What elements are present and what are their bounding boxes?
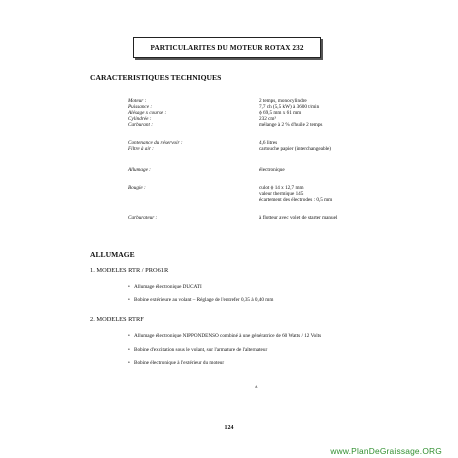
spec-value: écartement des électrodes : 0,5 mm bbox=[259, 197, 333, 203]
spec-value: cartouche papier (interchangeable) bbox=[259, 146, 332, 152]
allumage-heading: ALLUMAGE bbox=[90, 250, 135, 259]
bullet-icon: • bbox=[128, 347, 130, 353]
bullet-item bbox=[128, 284, 202, 290]
watermark: www.PlanDeGraissage.ORG bbox=[330, 446, 442, 456]
page-number: 124 bbox=[224, 425, 234, 431]
bullet-item bbox=[128, 347, 267, 353]
spec-value: mélange à 2 % d'huile 2 temps bbox=[259, 122, 323, 128]
bullet-text: Allumage électronique NIPPONDENSO combiné à une génératrice de 60 Watts / 12 Volts bbox=[134, 333, 322, 339]
characteristics-heading: CARACTERISTIQUES TECHNIQUES bbox=[90, 73, 222, 82]
spec-value: électronique bbox=[259, 167, 285, 173]
bullet-text: Bobine d'excitation sous le volant, sur l'armature de l'alternateur bbox=[134, 347, 268, 353]
bullet-item bbox=[128, 297, 273, 303]
spec-label: Alésage x course : bbox=[128, 110, 167, 116]
bullet-text: Bobine extérieure au volant – Réglage de l'entrefer 0,35 à 0,40 mm bbox=[134, 297, 274, 303]
bullet-item bbox=[128, 333, 321, 339]
spec-label: Puissance : bbox=[128, 104, 153, 110]
spec-label: Moteur : bbox=[128, 98, 147, 104]
spec-value: 2 temps, monocylindre bbox=[259, 98, 307, 104]
bullet-icon: • bbox=[128, 333, 130, 339]
bullet-icon: • bbox=[128, 297, 130, 303]
spec-label: Bougie : bbox=[128, 185, 146, 191]
spec-label: Contenance du réservoir : bbox=[128, 140, 183, 146]
bullet-item bbox=[128, 360, 224, 366]
spec-value: ϕ 69,5 mm x 61 mm bbox=[259, 110, 302, 116]
subsection-title: 2. MODELES RTRF bbox=[90, 316, 144, 323]
bullet-icon: • bbox=[128, 360, 130, 366]
spec-value: valeur thermique 145 bbox=[259, 191, 304, 197]
spec-value: culot ϕ 14 x 12,7 mm bbox=[259, 185, 304, 191]
spec-value: 7,7 ch (5,5 kW) à 3600 t/min bbox=[259, 104, 320, 110]
subsection-title: 1. MODELES RTR / PRO61R bbox=[90, 267, 169, 274]
spec-label: Cylindrée : bbox=[128, 116, 152, 122]
stray-mark: ʌ bbox=[255, 385, 258, 390]
spec-value: 4,6 litres bbox=[259, 140, 278, 146]
spec-label: Carburant : bbox=[128, 122, 153, 128]
spec-label: Filtre à air : bbox=[128, 146, 154, 152]
spec-value: 232 cm³ bbox=[259, 116, 276, 122]
bullet-text: Allumage électronique DUCATI bbox=[134, 284, 202, 290]
spec-label: Carburateur : bbox=[128, 215, 158, 221]
bullet-text: Bobine électronique à l'extérieur du moteur bbox=[134, 360, 225, 366]
bullet-icon: • bbox=[128, 284, 130, 290]
spec-label: Allumage : bbox=[128, 167, 151, 173]
spec-value: à flotteur avec volet de starter manuel bbox=[259, 215, 338, 221]
page-title: PARTICULARITES DU MOTEUR ROTAX 232 bbox=[133, 37, 321, 58]
